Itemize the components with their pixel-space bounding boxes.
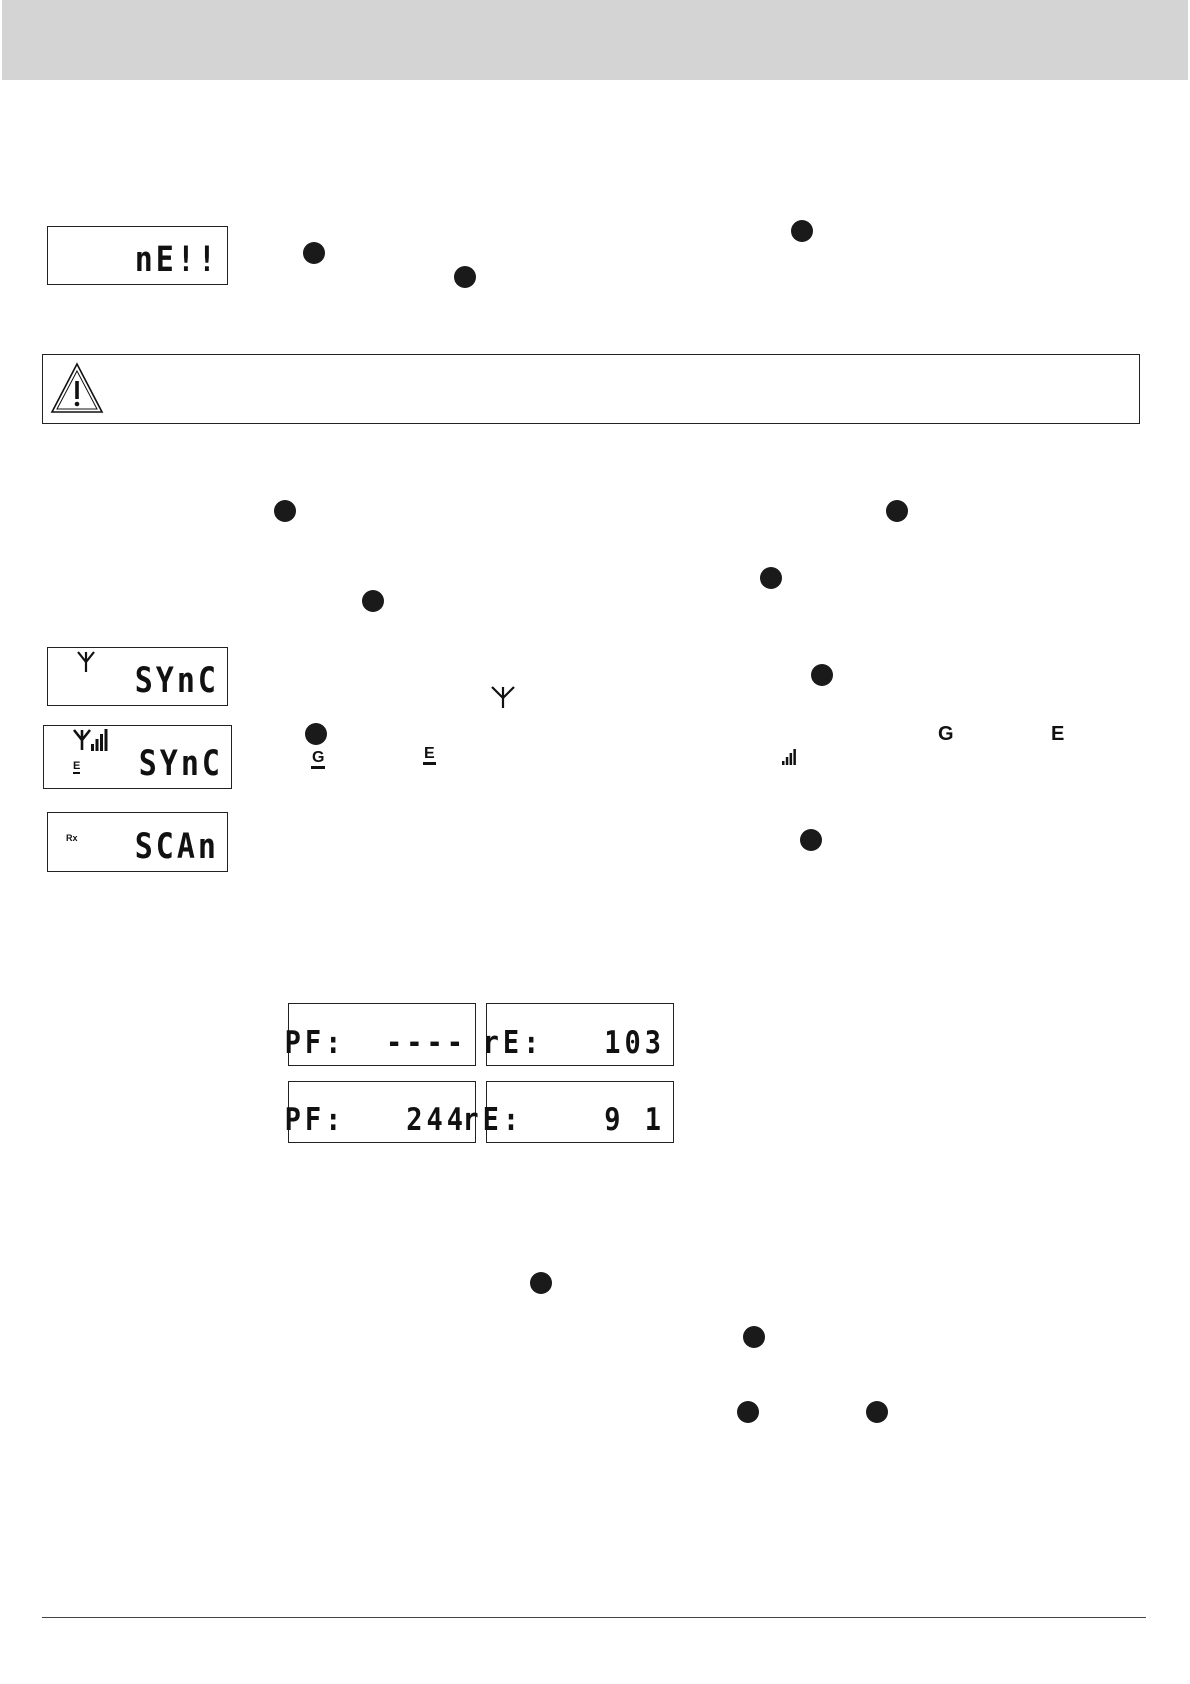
callout-dot-icon bbox=[811, 664, 833, 686]
footer-rule bbox=[42, 1617, 1146, 1618]
inline-letter-e: E bbox=[1051, 723, 1065, 745]
callout-dot-icon bbox=[530, 1272, 552, 1294]
header-band bbox=[2, 0, 1188, 80]
callout-dot-icon bbox=[303, 242, 325, 264]
callout-dot-icon bbox=[274, 500, 296, 522]
lcd-pf-dash-text: PF: ---- bbox=[284, 1025, 467, 1062]
callout-dot-icon bbox=[886, 500, 908, 522]
callout-dot-icon bbox=[362, 590, 384, 612]
antenna-icon bbox=[490, 684, 516, 710]
lcd-pf-dash-display bbox=[284, 1003, 476, 1066]
inline-letter-g-underlined: G bbox=[311, 750, 325, 769]
signal-bars-icon bbox=[90, 728, 108, 752]
warning-box bbox=[42, 354, 1140, 424]
callout-dot-icon bbox=[800, 829, 822, 851]
lcd-sync-text: SYnC bbox=[138, 744, 223, 785]
inline-letter-e-underlined: E bbox=[423, 746, 436, 765]
lcd-re-103-display bbox=[482, 1003, 674, 1066]
callout-dot-icon bbox=[866, 1401, 888, 1423]
lcd-rx-label: Rx bbox=[66, 833, 78, 843]
lcd-re-103-text: rE: 103 bbox=[482, 1025, 665, 1062]
callout-dot-icon bbox=[305, 723, 327, 745]
callout-dot-icon bbox=[760, 567, 782, 589]
lcd-gain-letter: E bbox=[73, 760, 81, 772]
inline-letter-g: G bbox=[938, 723, 954, 745]
antenna-icon bbox=[76, 650, 96, 674]
lcd-re-91-text: rE: 9 1 bbox=[462, 1102, 665, 1139]
lcd-new-display bbox=[47, 226, 228, 285]
signal-bars-icon bbox=[781, 748, 797, 766]
lcd-scan-display bbox=[47, 812, 228, 872]
callout-dot-icon bbox=[743, 1326, 765, 1348]
lcd-pf-244-text: PF: 244 bbox=[284, 1102, 467, 1139]
antenna-icon bbox=[72, 728, 92, 752]
lcd-re-91-display bbox=[462, 1081, 674, 1143]
lcd-sync-text: SYnC bbox=[134, 661, 219, 702]
lcd-sync-signal-display bbox=[43, 725, 232, 789]
lcd-sync-display bbox=[47, 647, 228, 706]
warning-icon bbox=[49, 361, 105, 415]
lcd-new-text: nE!! bbox=[134, 240, 219, 281]
callout-dot-icon bbox=[454, 266, 476, 288]
callout-dot-icon bbox=[737, 1401, 759, 1423]
callout-dot-icon bbox=[791, 220, 813, 242]
lcd-pf-244-display bbox=[284, 1081, 476, 1143]
lcd-scan-text: SCAn bbox=[134, 827, 219, 868]
